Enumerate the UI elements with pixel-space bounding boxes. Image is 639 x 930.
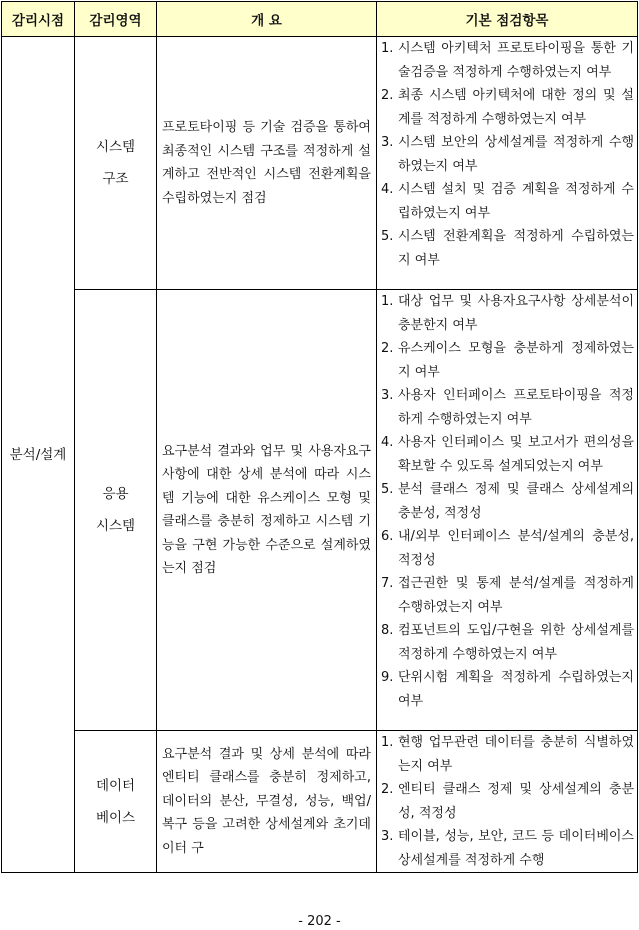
row-system-structure <box>2 37 638 290</box>
items-cell <box>377 37 638 290</box>
check-item: 3. 사용자 인터페이스 프로토타이핑을 적정하게 수행하였는지 여부 <box>381 388 634 427</box>
check-item: 6. 내/외부 인터페이스 분석/설계의 충분성, 적정성 <box>381 529 634 568</box>
row-application-system <box>2 290 638 731</box>
items-cell <box>377 290 638 731</box>
timing-cell: 분석/설계 <box>2 37 75 873</box>
inspection-table <box>1 1 638 873</box>
check-item: 4. 시스템 설치 및 검증 계획을 적정하게 수립하였는지 여부 <box>381 182 634 221</box>
check-item: 3. 테이블, 성능, 보안, 코드 등 데이터베이스 상세설계를 적정하게 수행 <box>381 829 634 868</box>
check-item: 3. 시스템 보안의 상세설계를 적정하게 수행하였는지 여부 <box>381 135 634 174</box>
check-item: 9. 단위시험 계획을 적정하게 수립하였는지 여부 <box>381 670 634 709</box>
check-item: 4. 사용자 인터페이스 및 보고서가 편의성을 확보할 수 있도록 설계되었는지 여부 <box>381 435 634 474</box>
header-row <box>2 2 638 37</box>
header-timing: 감리시점 <box>2 2 75 37</box>
check-item: 1. 대상 업무 및 사용자요구사항 상세분석이 충분한지 여부 <box>381 294 634 333</box>
header-items: 기본 점검항목 <box>377 2 638 37</box>
summary-cell: 프로토타이핑 등 기술 검증을 통하여 최종적인 시스템 구조를 적정하게 설계하고 전반적인 시스템 전환계획을 수립하였는지 점검 <box>157 37 377 290</box>
check-item: 5. 분석 클래스 정제 및 클래스 상세설계의 충분성, 적정성 <box>381 482 634 521</box>
area-line: 시스템 <box>95 518 136 534</box>
check-item: 1. 시스템 아키텍처 프로토타이핑을 통한 기술검증을 적정하게 수행하였는지 여부 <box>381 41 634 80</box>
check-item: 2. 엔티티 클래스 정제 및 상세설계의 충분성, 적정성 <box>381 782 634 821</box>
area-line: 시스템 <box>95 139 136 155</box>
summary-cell: 요구분석 결과와 업무 및 사용자요구사항에 대한 상세 분석에 따라 시스템 기능에 대한 유스케이스 모형 및 클래스를 충분히 정제하고 시스템 기능을 구현 가능한 수준으로 설계하였는지 점검 <box>157 290 377 731</box>
area-line: 데이터 <box>95 777 136 794</box>
area-line: 베이스 <box>95 809 136 826</box>
check-item: 5. 시스템 전환계획을 적정하게 수립하였는지 여부 <box>381 229 634 268</box>
header-summary: 개 요 <box>157 2 377 37</box>
area-cell <box>75 290 157 731</box>
check-item: 8. 컴포넌트의 도입/구현을 위한 상세설계를 적정하게 수행하였는지 여부 <box>381 623 634 662</box>
area-line: 응용 <box>102 486 129 502</box>
area-line: 구조 <box>102 171 129 187</box>
area-cell <box>75 37 157 290</box>
header-area: 감리영역 <box>75 2 157 37</box>
check-item: 1. 현행 업무관련 데이터를 충분히 식별하였는지 여부 <box>381 735 634 774</box>
summary-cell: 요구분석 결과 및 상세 분석에 따라 엔티티 클래스를 충분히 정제하고, 데이터의 분산, 무결성, 성능, 백업/복구 등을 고려한 상세설계와 초기데이터 구 <box>157 731 377 873</box>
area-cell <box>75 731 157 873</box>
page-number: - 202 - <box>298 914 341 929</box>
check-item: 2. 최종 시스템 아키텍처에 대한 정의 및 설계를 적정하게 수행하였는지 여부 <box>381 88 634 127</box>
row-database <box>2 731 638 873</box>
check-item: 2. 유스케이스 모형을 충분하게 정제하였는지 여부 <box>381 341 634 380</box>
check-item: 7. 접근권한 및 통제 분석/설계를 적정하게 수행하였는지 여부 <box>381 576 634 615</box>
items-cell <box>377 731 638 873</box>
